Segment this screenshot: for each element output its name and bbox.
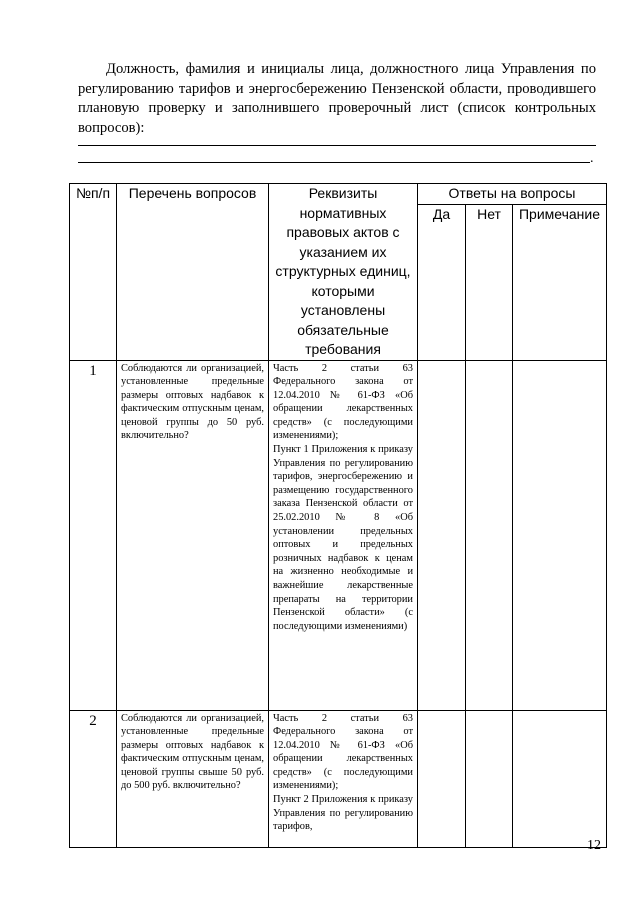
header-yes: Да xyxy=(418,204,466,360)
page-number: 12 xyxy=(587,838,601,853)
answer-yes-cell[interactable] xyxy=(418,710,466,847)
header-note: Примечание xyxy=(513,204,607,360)
fill-in-line-1 xyxy=(78,145,596,146)
header-answers: Ответы на вопросы xyxy=(418,184,607,205)
answer-no-cell[interactable] xyxy=(466,360,513,710)
header-num: №п/п xyxy=(70,184,117,361)
row-requisites xyxy=(269,710,418,847)
row-requisites-order: Пункт 1 Приложения к приказу Управления по регулированию тарифов, энергосбережению и размещению государственного заказа Пензенской области от 25.02.2010 № 8 «Об установлении предельных оптовых и предельных розничных надбавок к ценам на жизненно необходимые и важнейшие лекарственные препараты на территории Пензенской области» (с последующими изменениями) xyxy=(273,444,413,632)
table-row xyxy=(70,360,607,710)
row-requisites-order: Пункт 2 Приложения к приказу Управления по регулированию тарифов, xyxy=(273,794,413,833)
table-row xyxy=(70,710,607,847)
answer-note-cell[interactable] xyxy=(513,710,607,847)
row-number: 2 xyxy=(70,710,117,847)
row-question: Соблюдаются ли организацией, установленные предельные размеры оптовых надбавок к фактическим отпускным ценам, ценовой группы до 50 руб. включительно? xyxy=(117,360,269,710)
row-requisites-law: Часть 2 статьи 63 Федерального закона от 12.04.2010 № 61-ФЗ «Об обращении лекарственных средств» (с последующими изменениями); xyxy=(273,362,413,442)
header-requisites: Реквизиты нормативных правовых актов с указанием их структурных единиц, которыми установлены обязательные требования xyxy=(269,184,418,361)
table-header-row xyxy=(70,184,607,205)
row-question: Соблюдаются ли организацией, установленные предельные размеры оптовых надбавок к фактическим отпускным ценам, ценовой группы свыше 50 руб. до 500 руб. включительно? xyxy=(117,710,269,847)
end-mark: . xyxy=(590,151,594,166)
row-number: 1 xyxy=(70,360,117,710)
row-requisites-law: Часть 2 статьи 63 Федерального закона от 12.04.2010 № 61-ФЗ «Об обращении лекарственных средств» (с последующими изменениями); xyxy=(273,712,413,792)
inspector-info-paragraph: Должность, фамилия и инициалы лица, должностного лица Управления по регулированию тарифов и энергосбережению Пензенской области, проводившего плановую проверку и заполнившего проверочный лист (список контрольных вопросов): xyxy=(78,61,596,136)
header-questions: Перечень вопросов xyxy=(117,184,269,361)
header-no: Нет xyxy=(466,204,513,360)
answer-no-cell[interactable] xyxy=(466,710,513,847)
answer-yes-cell[interactable] xyxy=(418,360,466,710)
row-requisites xyxy=(269,360,418,710)
fill-in-line-2 xyxy=(78,162,590,163)
answer-note-cell[interactable] xyxy=(513,360,607,710)
checklist-table xyxy=(69,183,607,848)
